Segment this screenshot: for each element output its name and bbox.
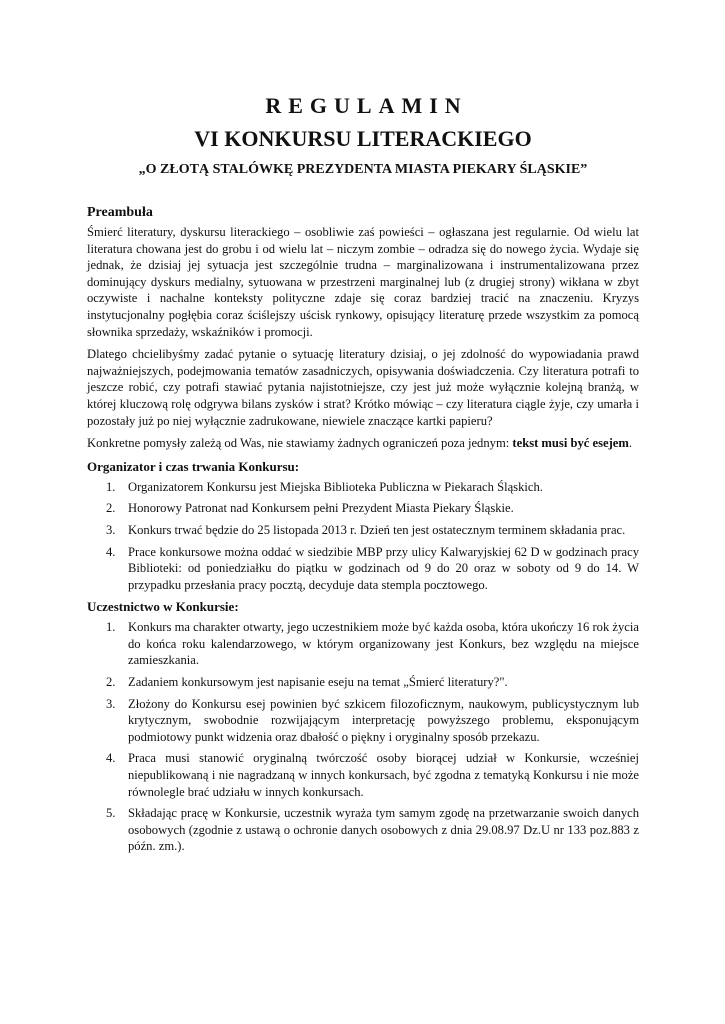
list-text: Organizatorem Konkursu jest Miejska Biblioteka Publiczna w Piekarach Śląskich. <box>128 479 543 494</box>
title-contest: VI KONKURSU LITERACKIEGO <box>194 126 532 151</box>
list-number: 5. <box>106 806 116 821</box>
list-item <box>87 674 639 691</box>
list-item <box>87 522 639 539</box>
p3-end: . <box>628 436 633 451</box>
list-text: Honorowy Patronat nad Konkursem pełni Prezydent Miasta Piekary Śląskie. <box>128 501 514 516</box>
uczestnictwo-list <box>87 619 639 855</box>
preambula-heading: Preambuła <box>87 205 153 220</box>
list-number: 1. <box>106 479 116 494</box>
list-number: 3. <box>106 696 116 711</box>
list-text: Zadaniem konkursowym jest napisanie eseju na temat „Śmierć literatury?". <box>128 675 508 690</box>
list-text: Praca musi stanowić oryginalną twórczość osoby biorącej udział w Konkursie, wcześniej niepublikowaną i nie nagradzaną w innych konkursach, być zgodna z tematyką Konkursu i nie może równolegle brać udziału w innych konkursach. <box>128 751 639 799</box>
list-number: 2. <box>106 675 116 690</box>
preambula-paragraph-3 <box>87 435 639 452</box>
list-item <box>87 500 639 517</box>
list-text: Składając pracę w Konkursie, uczestnik wyraża tym samym zgodę na przetwarzanie swoich danych osobowych (zgodnie z ustawą o ochronie danych osobowych z dnia 29.08.97 Dz.U nr 133 poz.883 z późn. zm.). <box>128 806 639 854</box>
preambula-paragraph-1: Śmierć literatury, dyskursu literackiego – osobliwie zaś powieści – ogłaszana jest regularnie. Od wielu lat literatura chowana jest do grobu i od wielu lat – niczym zombie – odradza się do nowego życia. Wydaje się jednak, że dzisiaj jej sytuacja jest szczególnie trudna – marginalizowana i instrumentalizowana przez dominujący dyskurs medialny, sytuowana w przestrzeni marginalnej lub (z drugiej strony) wikłana w zbyt oczywiste i nachalne konteksty polityczne zdaje się coraz bardziej tracić na znaczeniu. Kryzys instytucjonalny pogłębia coraz ściślejszy uścisk rynkowy, opisujący literaturę przede wszystkim za pomocą słownika sprzedaży, wskaźników i promocji. <box>87 225 639 339</box>
p3-bold: tekst musi być esejem <box>512 436 629 451</box>
list-text: Konkurs ma charakter otwarty, jego uczestnikiem może być każda osoba, która ukończy 16 rok życia do końca roku kalendarzowego, w którym organizowany jest Konkurs, bez względu na miejsce zamieszkania. <box>128 620 639 668</box>
list-item <box>87 479 639 496</box>
list-item <box>87 619 639 669</box>
list-number: 4. <box>106 751 116 766</box>
document-page <box>87 92 639 860</box>
list-item <box>87 696 639 746</box>
list-number: 2. <box>106 501 116 516</box>
list-item <box>87 750 639 800</box>
list-number: 1. <box>106 620 116 635</box>
list-text: Prace konkursowe można oddać w siedzibie MBP przy ulicy Kalwaryjskiej 62 D w godzinach pracy Biblioteki: od poniedziałku do piątku w godzinach od 9 do 20 oraz w soboty od 9 do 14. W przypadku przesłania pracy pocztą, decyduje data stempla pocztowego. <box>128 544 639 592</box>
title-regulamin: REGULAMIN <box>265 93 468 118</box>
list-number: 4. <box>106 544 116 559</box>
uczestnictwo-heading: Uczestnictwo w Konkursie: <box>87 599 239 615</box>
p3-lead: Konkretne pomysły zależą od Was, nie stawiamy żadnych ograniczeń poza jednym: <box>87 436 513 451</box>
organizator-list <box>87 479 639 594</box>
title-subtitle: „O ZŁOTĄ STALÓWKĘ PREZYDENTA MIASTA PIEKARY ŚLĄSKIE” <box>138 162 588 177</box>
list-item <box>87 544 639 594</box>
list-text: Konkurs trwać będzie do 25 listopada 2013 r. Dzień ten jest ostatecznym terminem składania prac. <box>128 522 626 537</box>
list-number: 3. <box>106 522 116 537</box>
list-item <box>87 805 639 855</box>
list-text: Złożony do Konkursu esej powinien być szkicem filozoficznym, naukowym, publicystycznym lub krytycznym, swobodnie rozwijającym interpretację powyższego problemu, eksponującym podmiotowy punkt widzenia oraz dbałość o piękny i oryginalny sposób przekazu. <box>128 696 639 744</box>
preambula-paragraph-2: Dlatego chcielibyśmy zadać pytanie o sytuację literatury dzisiaj, o jej zdolność do wypowiadania prawd najważniejszych, podejmowania tematów zasadniczych, opisywania doświadczenia. Czy literatura potrafi to jeszcze robić, czy potrafi stawiać pytania najistotniejsze, czy jest już może wyłącznie kolejną branżą, w której kluczową rolę odgrywa bilans zysków i strat? Krótko mówiąc – czy literatura ciągle żyje, czy umarła i pozostały już po niej wyłącznie zadrukowane, niewiele znaczące kartki papieru? <box>87 347 639 428</box>
organizator-heading: Organizator i czas trwania Konkursu: <box>87 458 300 474</box>
